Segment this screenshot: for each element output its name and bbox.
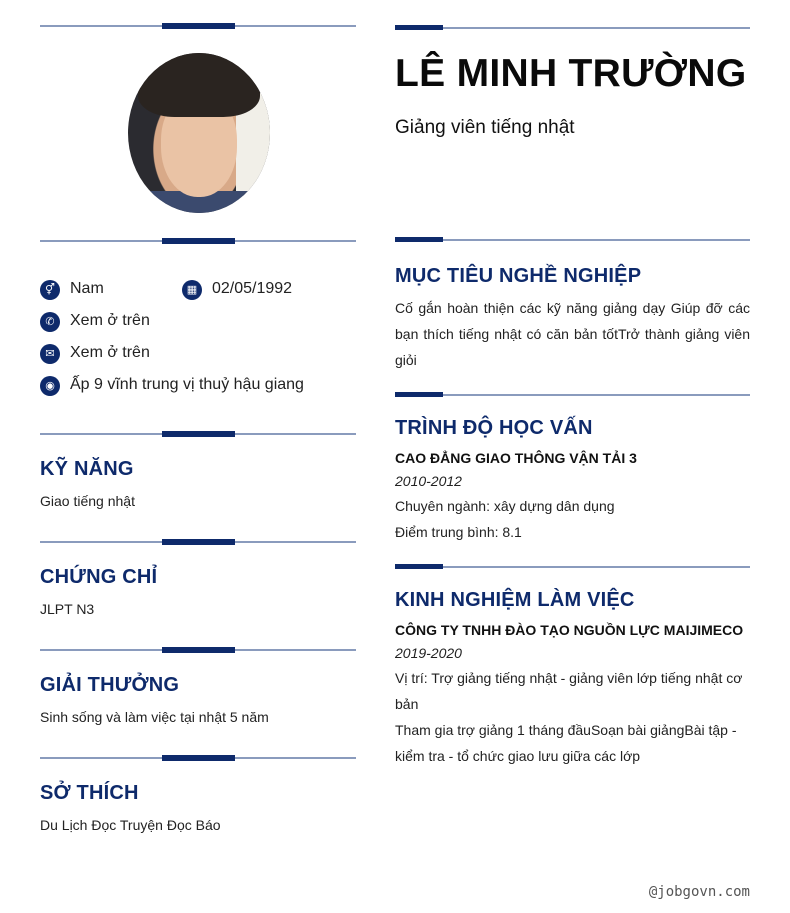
gender-icon: ⚥ bbox=[40, 280, 60, 300]
certificates-text: JLPT N3 bbox=[40, 601, 95, 617]
left-divider-info bbox=[40, 240, 356, 242]
left-divider-top bbox=[40, 25, 356, 27]
experience-heading: KINH NGHIỆM LÀM VIỆC bbox=[395, 589, 635, 611]
experience-period: 2019-2020 bbox=[395, 645, 462, 661]
education-school: CAO ĐẲNG GIAO THÔNG VẬN TẢI 3 bbox=[395, 450, 637, 466]
experience-position: Vị trí: Trợ giảng tiếng nhật - giảng viên lớp tiếng nhật cơ bản bbox=[395, 670, 743, 712]
experience-company: CÔNG TY TNHH ĐÀO TẠO NGUỒN LỰC MAIJIMECO bbox=[395, 622, 744, 638]
address-value: Ấp 9 vĩnh trung vị thuỷ hậu giang bbox=[70, 376, 304, 393]
right-divider-experience bbox=[395, 566, 750, 568]
email-icon: ✉ bbox=[40, 344, 60, 364]
email-value: Xem ở trên bbox=[70, 344, 150, 361]
awards-heading: GIẢI THƯỞNG bbox=[40, 674, 180, 696]
objective-text: Cố gắn hoàn thiện các kỹ năng giảng dạy Giúp đỡ các bạn thích tiếng nhật có căn bản tốtTrở thành giảng viên giỏi bbox=[395, 300, 750, 368]
candidate-name: LÊ MINH TRƯỜNG bbox=[395, 52, 747, 95]
watermark: @jobgovn.com bbox=[648, 884, 750, 900]
phone-icon: ✆ bbox=[40, 312, 60, 332]
left-divider-certificates bbox=[40, 541, 356, 543]
awards-text: Sinh sống và làm việc tại nhật 5 năm bbox=[40, 709, 269, 725]
skills-text: Giao tiếng nhật bbox=[40, 493, 135, 509]
education-period: 2010-2012 bbox=[395, 473, 462, 489]
candidate-title: Giảng viên tiếng nhật bbox=[395, 117, 575, 138]
calendar-icon: ▦ bbox=[182, 280, 202, 300]
hobbies-text: Du Lịch Đọc Truyện Đọc Báo bbox=[40, 817, 221, 833]
objective-heading: MỤC TIÊU NGHỀ NGHIỆP bbox=[395, 265, 642, 287]
phone-value: Xem ở trên bbox=[70, 312, 150, 329]
left-divider-hobbies bbox=[40, 757, 356, 759]
experience-description: Tham gia trợ giảng 1 tháng đầuSoạn bài giảngBài tập - kiểm tra - tổ chức giao lưu giữa các lớp bbox=[395, 722, 737, 764]
education-gpa: Điểm trung bình: 8.1 bbox=[395, 524, 522, 540]
profile-photo bbox=[128, 53, 270, 213]
education-major: Chuyên ngành: xây dựng dân dụng bbox=[395, 498, 615, 514]
gender-value: Nam bbox=[70, 280, 104, 297]
birthdate-value: 02/05/1992 bbox=[212, 280, 293, 297]
certificates-heading: CHỨNG CHỈ bbox=[40, 566, 158, 588]
hobbies-heading: SỞ THÍCH bbox=[40, 782, 139, 804]
skills-heading: KỸ NĂNG bbox=[40, 458, 134, 480]
right-divider-top bbox=[395, 27, 750, 29]
left-divider-awards bbox=[40, 649, 356, 651]
right-divider-education bbox=[395, 394, 750, 396]
left-divider-skills bbox=[40, 433, 356, 435]
right-divider-objective bbox=[395, 239, 750, 241]
location-icon: ◉ bbox=[40, 376, 60, 396]
education-heading: TRÌNH ĐỘ HỌC VẤN bbox=[395, 417, 593, 439]
